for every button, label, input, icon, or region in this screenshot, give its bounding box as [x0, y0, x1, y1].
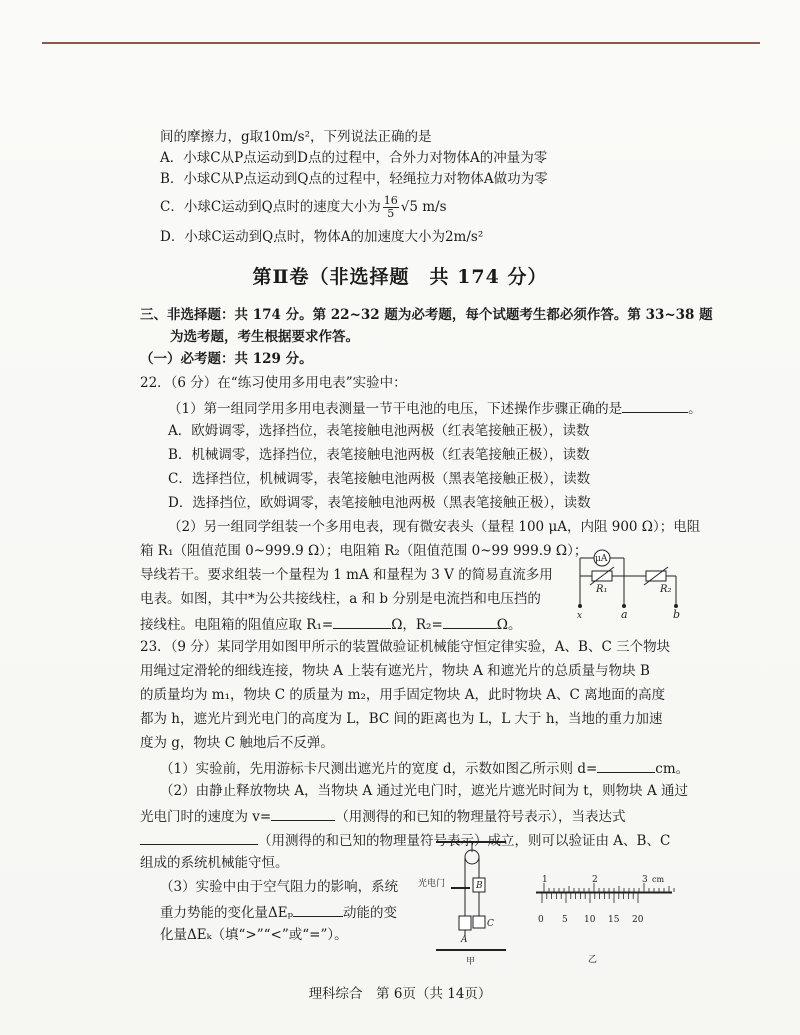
q21-intro: 间的摩擦力，g取10m/s²，下列说法正确的是 [160, 129, 432, 145]
q21-option-b: B．小球C从P点运动到Q点的过程中，轻绳拉力对物体A做功为零 [160, 171, 548, 187]
q22-part2-line4: 电表。如图，其中*为公共接线柱，a 和 b 分别是电流挡和电压挡的 [140, 591, 541, 607]
d-answer-blank[interactable] [597, 758, 655, 773]
fraction-denominator: 5 [387, 207, 395, 220]
q22-part1-end: 。 [688, 401, 702, 417]
vernier-label-0: 0 [538, 915, 544, 925]
q22-part1-text: （1）第一组同学用多用电表测量一节干电池的电压，下述操作步骤正确的是 [168, 401, 623, 417]
q22-part1 [168, 398, 702, 418]
q23-line4: 都为 h，遮光片到光电门的高度为 L，BC 间的距离也为 L，L 大于 h，当地的重力加速 [140, 711, 663, 727]
vernier-label-10: 10 [584, 915, 596, 925]
section-instruction-1: 三、非选择题：共 174 分。第 22~32 题为必考题，每个试题考生都必须作答。第 33~38 题 [140, 307, 713, 323]
q21-option-a: A．小球C从P点运动到D点的过程中，合外力对物体A的冲量为零 [160, 150, 548, 166]
vernier-label-5: 5 [562, 915, 568, 925]
terminal-x-label: x [577, 611, 583, 620]
q21-option-c [160, 192, 447, 222]
fraction-numerator: 16 [383, 194, 398, 207]
q21-option-c-prefix: C．小球C运动到Q点时的速度大小为 [160, 199, 381, 215]
q22-r1-label: 接线柱。电阻箱的阻值应取 R₁= [140, 617, 334, 633]
q23-part1-unit: cm。 [655, 761, 690, 777]
q23-part2-line4: 组成的系统机械能守恒。 [140, 855, 289, 871]
block-c-label: C [487, 919, 494, 929]
section-instruction-2: 为选考题，考生根据要求作答。 [170, 329, 359, 345]
q23-part3-line3: 化量ΔEₖ（填“>”“<”或“=”）。 [160, 927, 348, 943]
main-scale-label-3: 3 [642, 875, 648, 885]
r2-answer-blank[interactable] [443, 614, 497, 629]
q21-option-c-fraction [383, 195, 399, 220]
v-answer-blank[interactable] [271, 806, 335, 821]
vernier-label-20: 20 [632, 915, 644, 925]
pulley-wheel [465, 850, 479, 864]
q23-part3-line1: （3）实验中由于空气阻力的影响，系统 [160, 879, 399, 895]
q22-part2-line3: 导线若干。要求组装一个量程为 1 mA 和量程为 3 V 的简易直流多用 [140, 567, 553, 583]
q23-line5: 度为 g，物块 C 触地后不反弹。 [140, 735, 334, 751]
q21-option-c-suffix: √5 m/s [400, 199, 447, 215]
q23-part2-line1: （2）由静止释放物块 A，当物块 A 通过光电门时，遮光片遮光时间为 t，则物块 A 通过 [160, 783, 689, 799]
q22-option-b: B．机械调零，选择挡位，表笔接触电池两极（红表笔接触正极），读数 [168, 447, 590, 463]
section-title: 第Ⅱ卷（非选择题 共 174 分） [252, 266, 548, 288]
terminal-b-label: b [673, 608, 681, 620]
block-c [473, 916, 485, 928]
q22-end: Ω。 [496, 617, 522, 633]
q22-r2-label: Ω，R₂= [391, 617, 443, 633]
block-b-label: B [476, 881, 483, 891]
block-a [459, 916, 471, 930]
section-subheading: （一）必考题：共 129 分。 [140, 351, 313, 367]
q22-option-c: C．选择挡位，机械调零，表笔接触电池两极（黑表笔接触正极），读数 [168, 471, 591, 487]
figure-yi-caption: 乙 [588, 955, 598, 965]
multimeter-circuit-figure [570, 540, 690, 620]
answer-blank[interactable] [622, 398, 688, 413]
q23-line2: 用绳过定滑轮的细线连接，物块 A 上装有遮光片，物块 A 和遮光片的总质量与物块 B [140, 663, 650, 679]
q23-line1: 23．（9 分）某同学用如图甲所示的装置做验证机械能守恒定律实验，A、B、C 三个物块 [140, 639, 671, 655]
pulley-apparatus-figure [416, 840, 526, 968]
comparison-answer-blank[interactable] [293, 902, 343, 917]
q23-part2-line2 [140, 806, 625, 826]
q23-part2-line3 [140, 830, 670, 850]
q22-option-a: A．欧姆调零，选择挡位，表笔接触电池两极（红表笔接触正极），读数 [168, 423, 590, 439]
q23-part2-line2-rest: （用测得的和已知的物理量符号表示），当表达式 [335, 809, 626, 825]
main-scale-label-1: 1 [542, 875, 548, 885]
r2-label: R₂ [660, 584, 672, 595]
q23-part3-line2-b: 动能的变 [343, 905, 398, 921]
q23-part3-line2 [160, 902, 397, 922]
q23-part3-line2-a: 重力势能的变化量ΔEₚ [160, 905, 294, 921]
r1-answer-blank[interactable] [333, 614, 391, 629]
expression-answer-blank[interactable] [140, 830, 258, 845]
page-top-rule [42, 42, 760, 44]
main-scale-unit: cm [652, 875, 665, 884]
vernier-label-15: 15 [608, 915, 620, 925]
q22-part2-line1: （2）另一组同学组装一个多用电表，现有微安表头（量程 100 μA，内阻 900 Ω）；电阻 [168, 519, 701, 535]
q21-option-d: D．小球C运动到Q点时，物体A的加速度大小为2m/s² [160, 229, 484, 245]
q22-part2-line5 [140, 614, 521, 634]
q22-part2-line2: 箱 R₁（阻值范围 0~999.9 Ω）；电阻箱 R₂（阻值范围 0~99 999.9 Ω）； [140, 543, 588, 559]
q23-line3: 的质量均为 m₁，物块 C 的质量为 m₂，用手固定物块 A，此时物块 A、C 离地面的高度 [140, 687, 666, 703]
q23-part2-line3-text: （用测得的和已知的物理量符号表示）成立，则可以验证由 A、B、C [258, 833, 671, 849]
page-footer: 理科综合 第 6页（共 14页） [308, 986, 492, 1002]
r1-label: R₁ [596, 584, 608, 595]
meter-label: μA [595, 554, 608, 564]
terminal-dot [578, 604, 582, 608]
terminal-a-label: a [621, 608, 628, 620]
q22-stem: 22．（6 分）在“练习使用多用电表”实验中： [140, 375, 407, 391]
photogate-label: 光电门 [418, 879, 446, 889]
q23-part1 [160, 758, 689, 778]
block-a-label: A [461, 935, 468, 945]
vernier-caliper-figure [530, 870, 680, 970]
q23-v-label: 光电门时的速度为 v= [140, 809, 272, 825]
main-scale-label-2: 2 [592, 875, 598, 885]
figure-jia-caption: 甲 [466, 957, 476, 967]
q23-part1-text: （1）实验前，先用游标卡尺测出遮光片的宽度 d，示数如图乙所示则 d= [160, 761, 598, 777]
q22-option-d: D．选择挡位，欧姆调零，表笔接触电池两极（黑表笔接触正极），读数 [168, 495, 591, 511]
